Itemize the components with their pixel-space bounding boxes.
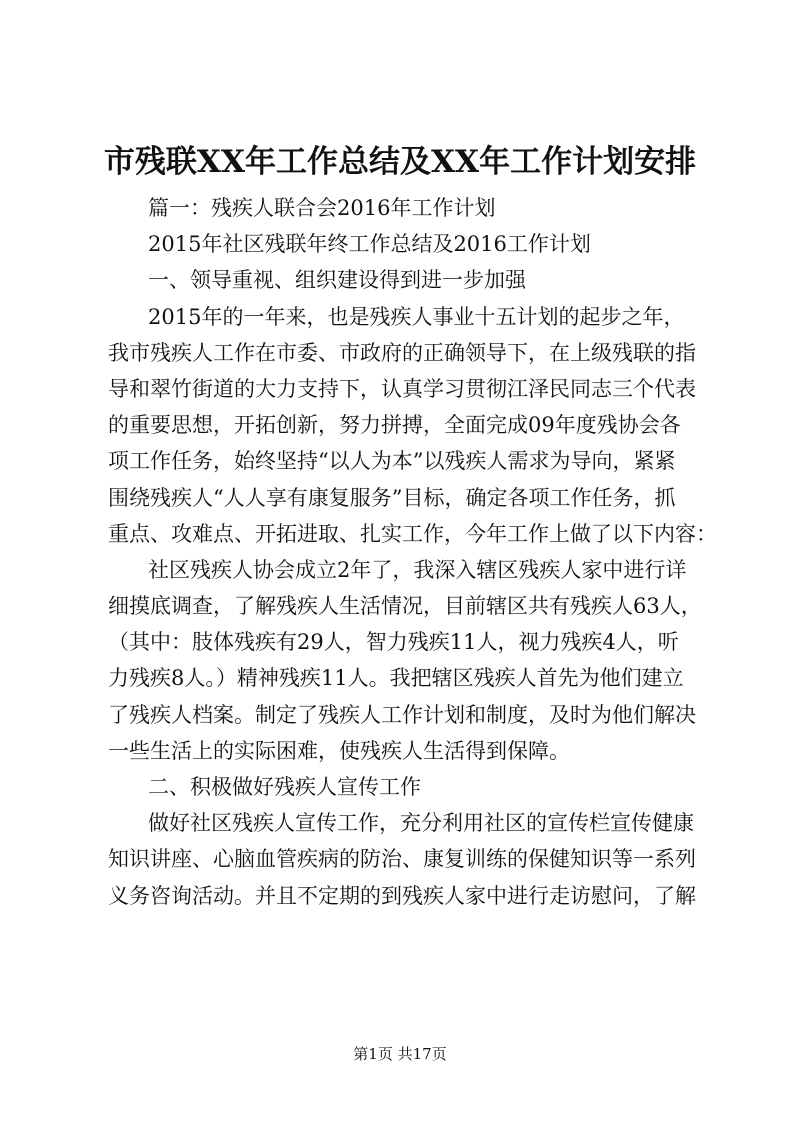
paragraph-line: 做好社区残疾人宣传工作，充分利用社区的宣传栏宣传健康 [148, 811, 694, 836]
paragraph-line: 义务咨询活动。并且不定期的到残疾人家中进行走访慰问，了解 [108, 883, 696, 908]
paragraph-line: 导和翠竹街道的大力支持下，认真学习贯彻江泽民同志三个代表 [108, 376, 696, 401]
paragraph-line: 细摸底调查，了解残疾人生活情况，目前辖区共有残疾人63人， [108, 594, 702, 619]
paragraph-line: 的重要思想，开拓创新，努力拼搏，全面完成09年度残协会各 [108, 413, 681, 438]
paragraph-line: 2015年社区残联年终工作总结及2016工作计划 [148, 232, 591, 257]
section-heading: 二、积极做好残疾人宣传工作 [148, 775, 421, 799]
paragraph-line: 社区残疾人协会成立2年了，我深入辖区残疾人家中进行详 [148, 557, 687, 582]
paragraph-line: 篇一：残疾人联合会2016年工作计划 [148, 196, 496, 220]
paragraph-line: 我市残疾人工作在市委、市政府的正确领导下，在上级残联的指 [108, 340, 696, 365]
page-number-footer: 第1页 共17页 [353, 1045, 447, 1063]
document-body [108, 190, 728, 914]
paragraph-line: 项工作任务，始终坚持“以人为本”以残疾人需求为导向，紧紧 [108, 449, 676, 474]
paragraph-line: 2015年的一年来，也是残疾人事业十五计划的起步之年， [148, 304, 685, 329]
page-title: 市残联XX年工作总结及XX年工作计划安排 [103, 144, 697, 180]
paragraph-line: （其中：肢体残疾有29人，智力残疾11人，视力残疾4人，听 [108, 630, 679, 655]
paragraph-line: 围绕残疾人“人人享有康复服务”目标，确定各项工作任务，抓 [108, 485, 676, 510]
section-heading: 一、领导重视、组织建设得到进一步加强 [148, 268, 526, 293]
paragraph-line: 力残疾8人。）精神残疾11人。我把辖区残疾人首先为他们建立 [108, 666, 684, 691]
paragraph-line: 知识讲座、心脑血管疾病的防治、康复训练的保健知识等一系列 [108, 847, 696, 872]
paragraph-line: 重点、攻难点、开拓进取、扎实工作，今年工作上做了以下内容： [108, 521, 717, 546]
paragraph-line: 了残疾人档案。制定了残疾人工作计划和制度，及时为他们解决 [108, 702, 696, 727]
paragraph-line: 一些生活上的实际困难，使残疾人生活得到保障。 [108, 738, 570, 763]
